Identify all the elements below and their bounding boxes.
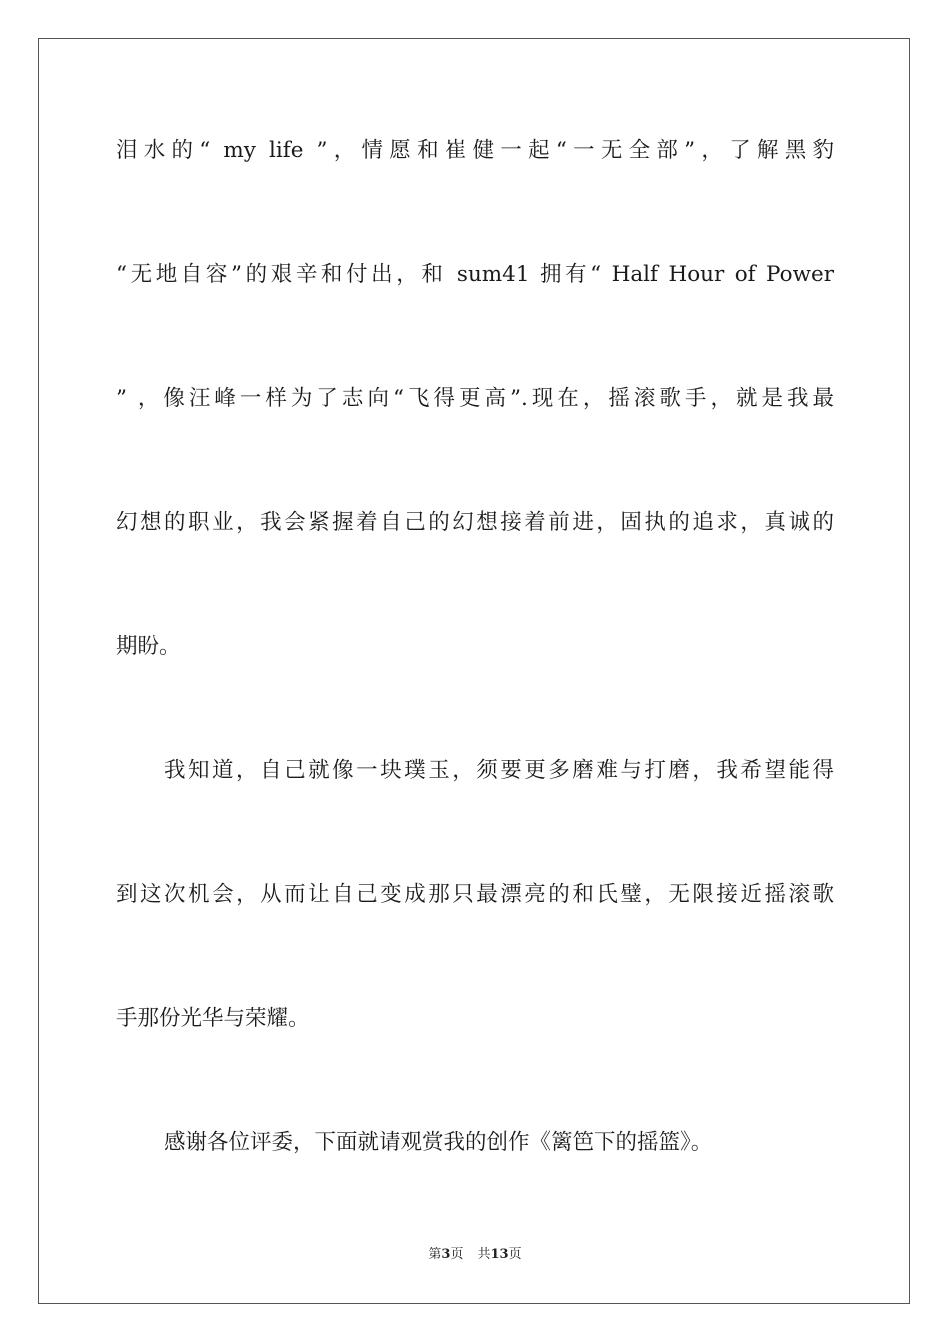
footer-page-suffix: 页	[450, 1247, 464, 1262]
page-border	[38, 38, 910, 1304]
paragraph-line-9: 感谢各位评委，下面就请观赏我的创作《篱笆下的摇篮》。	[164, 1130, 713, 1155]
paragraph-line-3: ” ，像汪峰一样为了志向“飞得更高”.现在，摇滚歌手，就是我最	[116, 386, 834, 411]
paragraph-line-8: 手那份光华与荣耀。	[116, 1006, 310, 1031]
paragraph-line-5: 期盼。	[116, 634, 181, 659]
paragraph-line-4: 幻想的职业，我会紧握着自己的幻想接着前进，固执的追求，真诚的	[116, 510, 834, 535]
paragraph-line-2: “无地自容”的艰辛和付出，和 sum41 拥有“ Half Hour of Power	[116, 262, 834, 287]
paragraph-line-6: 我知道，自己就像一块璞玉，须要更多磨难与打磨，我希望能得	[164, 758, 834, 783]
footer-total-pages: 13	[490, 1247, 509, 1262]
footer-page-number: 3	[441, 1247, 451, 1262]
footer-total-suffix: 页	[508, 1247, 522, 1262]
footer-total-prefix: 共	[477, 1247, 491, 1262]
footer-page-prefix: 第	[428, 1247, 442, 1262]
page-footer	[0, 1247, 950, 1263]
paragraph-line-1: 泪水的“ my life ”，情愿和崔健一起“一无全部”，了解黑豹	[116, 138, 834, 163]
paragraph-line-7: 到这次机会，从而让自己变成那只最漂亮的和氏璧，无限接近摇滚歌	[116, 882, 834, 907]
